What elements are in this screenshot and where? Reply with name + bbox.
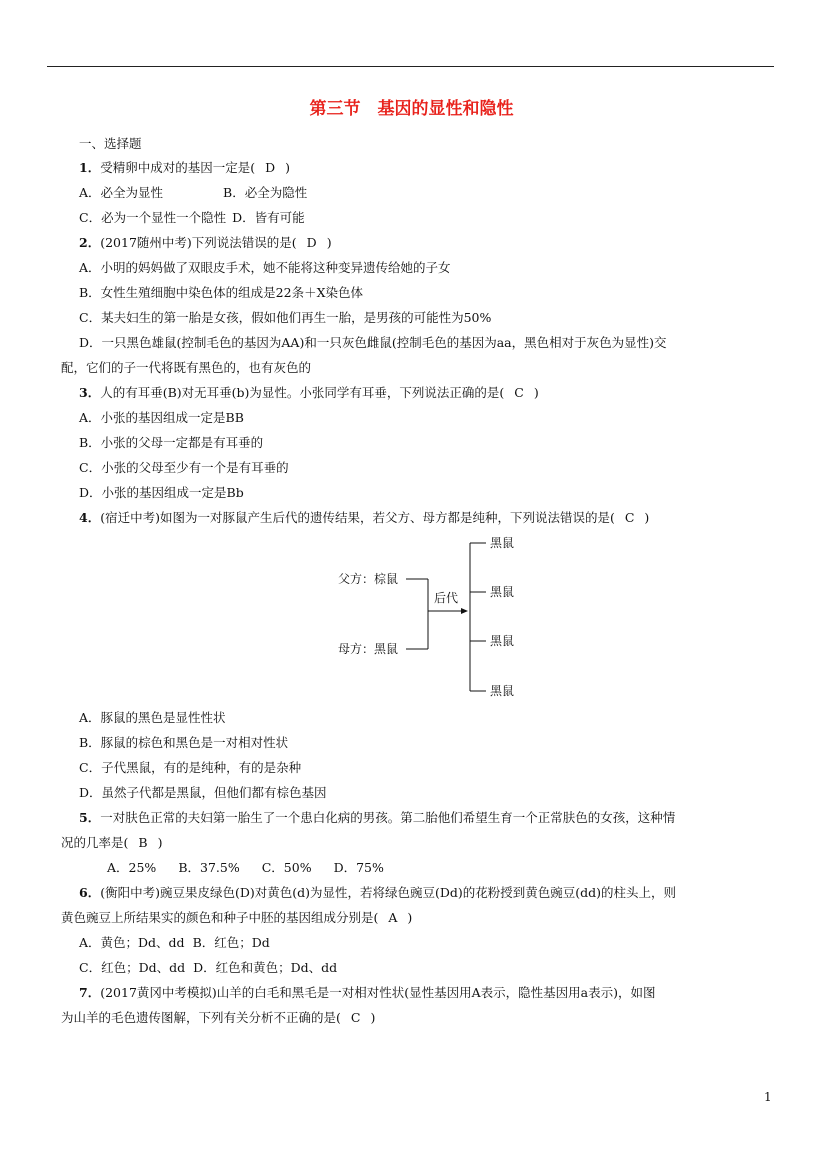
question-2: 2．(2017随州中考)下列说法错误的是( D ) xyxy=(79,235,332,250)
question-number: 6． xyxy=(79,885,101,900)
header-rule xyxy=(47,66,774,67)
offspring-item: 黑鼠 xyxy=(490,536,515,550)
option: C．50% xyxy=(261,860,312,875)
answer: A xyxy=(388,910,398,925)
option: D．小张的基因组成一定是Bb xyxy=(79,485,244,500)
question-7 xyxy=(79,985,656,1001)
question-3: 3．人的有耳垂(B)对无耳垂(b)为显性。小张同学有耳垂，下列说法正确的是( C ) xyxy=(79,385,539,400)
question-7-continued: 为山羊的毛色遗传图解，下列有关分析不正确的是( C ) xyxy=(61,1010,376,1025)
offspring-item: 黑鼠 xyxy=(490,585,515,599)
option: A．必全为显性 xyxy=(79,185,164,200)
option: C．子代黑鼠，有的是纯种，有的是杂种 xyxy=(79,760,302,775)
question-5 xyxy=(79,810,675,826)
question-6 xyxy=(79,885,676,901)
question-5-continued: 况的几率是( B ) xyxy=(61,835,163,850)
option: D．75% xyxy=(333,860,384,875)
option-row xyxy=(107,860,384,876)
option: B．小张的父母一定都是有耳垂的 xyxy=(79,435,264,450)
question-number: 1． xyxy=(79,160,101,175)
option: B．豚鼠的棕色和黑色是一对相对性状 xyxy=(79,735,289,750)
option: D．红色和黄色；Dd、dd xyxy=(193,960,338,975)
option: D．虽然子代都是黑鼠，但他们都有棕色基因 xyxy=(79,785,327,800)
option: A．豚鼠的黑色是显性性状 xyxy=(79,710,226,725)
answer: C xyxy=(350,1010,361,1025)
question-number: 5． xyxy=(79,810,101,825)
option: B．必全为隐性 xyxy=(223,185,308,200)
question-number: 7． xyxy=(79,985,101,1000)
option: B．红色；Dd xyxy=(192,935,270,950)
father-label: 父方：棕鼠 xyxy=(338,572,399,586)
page-title: 第三节 基因的显性和隐性 xyxy=(309,99,514,119)
question-stem: (衡阳中考)豌豆果皮绿色(D)对黄色(d)为显性，若将绿色豌豆(Dd)的花粉授到黄色豌豆(dd)的柱头上，则 xyxy=(100,885,677,900)
question-stem: 一对肤色正常的夫妇第一胎生了一个患白化病的男孩。第二胎他们希望生育一个正常肤色的女孩，这种情 xyxy=(100,810,676,825)
mother-label: 母方：黑鼠 xyxy=(338,642,399,656)
question-stem: (宿迁中考)如图为一对豚鼠产生后代的遗传结果，若父方、母方都是纯种，下列说法错误的是( xyxy=(100,510,615,525)
question-stem: 人的有耳垂(B)对无耳垂(b)为显性。小张同学有耳垂，下列说法正确的是( xyxy=(100,385,505,400)
section-heading: 一、选择题 xyxy=(79,136,142,151)
question-stem: (2017黄冈中考模拟)山羊的白毛和黑毛是一对相对性状(显性基因用A表示，隐性基因用a表示)，如图 xyxy=(100,985,656,1000)
offspring-item: 黑鼠 xyxy=(490,684,515,698)
option: A．黄色；Dd、dd xyxy=(79,935,185,950)
option: A．小张的基因组成一定是BB xyxy=(79,410,244,425)
answer: B xyxy=(138,835,148,850)
question-6-continued: 黄色豌豆上所结果实的颜色和种子中胚的基因组成分别是( A ) xyxy=(61,910,413,925)
offspring-label: 后代 xyxy=(434,591,459,605)
option: C．必为一个显性一个隐性 xyxy=(79,210,227,225)
option-row xyxy=(79,210,305,226)
question-number: 4． xyxy=(79,510,101,525)
option: C．某夫妇生的第一胎是女孩，假如他们再生一胎，是男孩的可能性为50% xyxy=(79,310,492,325)
question-4: 4．(宿迁中考)如图为一对豚鼠产生后代的遗传结果，若父方、母方都是纯种，下列说法错误的是( C ) xyxy=(79,510,650,525)
page-number: 1 xyxy=(764,1090,772,1104)
question-1: 1．受精卵中成对的基因一定是( D ) xyxy=(79,160,291,175)
option-row xyxy=(79,185,307,201)
question-number: 2． xyxy=(79,235,101,250)
offspring-item: 黑鼠 xyxy=(490,634,515,648)
option: B．女性生殖细胞中染色体的组成是22条＋X染色体 xyxy=(79,285,363,300)
option: A．25% xyxy=(107,860,157,875)
inheritance-diagram xyxy=(330,535,590,705)
option-row xyxy=(79,935,270,951)
option: D．一只黑色雄鼠(控制毛色的基因为AA)和一只灰色雌鼠(控制毛色的基因为aa，黑色相对于灰色为显性)交 xyxy=(79,335,667,350)
option: D．皆有可能 xyxy=(232,210,305,225)
option-continued: 配，它们的子一代将既有黑色的，也有灰色的 xyxy=(61,360,312,375)
option: B．37.5% xyxy=(178,860,240,875)
answer: C xyxy=(624,510,635,525)
question-number: 3． xyxy=(79,385,101,400)
answer: D xyxy=(306,235,317,250)
option: A．小明的妈妈做了双眼皮手术，她不能将这种变异遗传给她的子女 xyxy=(79,260,451,275)
answer: D xyxy=(265,160,276,175)
option-row xyxy=(79,960,337,976)
option: C．小张的父母至少有一个是有耳垂的 xyxy=(79,460,289,475)
question-stem: 受精卵中成对的基因一定是( xyxy=(100,160,256,175)
option: C．红色；Dd、dd xyxy=(79,960,186,975)
answer: C xyxy=(514,385,524,400)
question-stem: (2017随州中考)下列说法错误的是( xyxy=(100,235,297,250)
